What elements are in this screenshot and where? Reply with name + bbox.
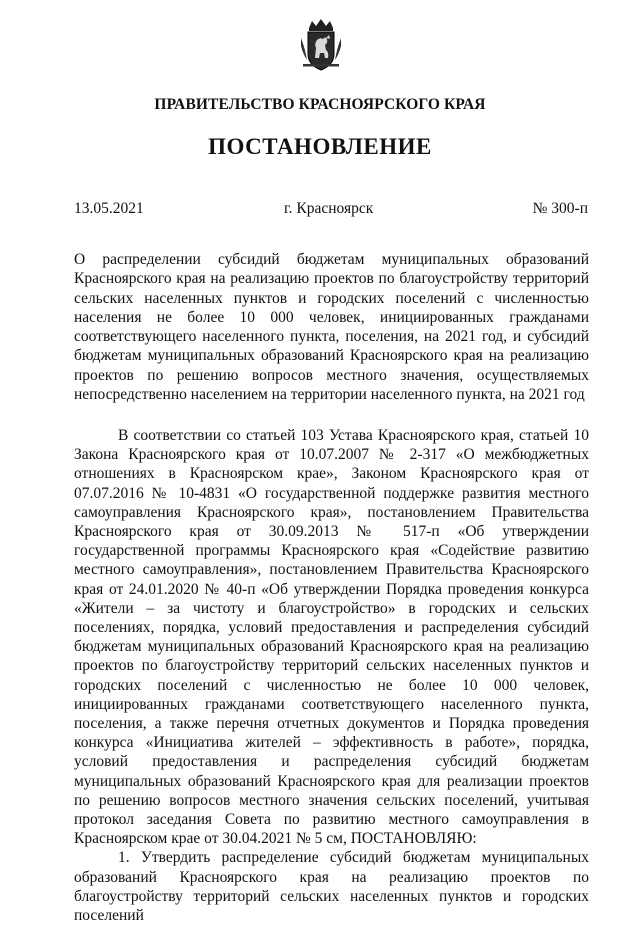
document-date: 13.05.2021 xyxy=(74,200,144,217)
document-type-heading: ПОСТАНОВЛЕНИЕ xyxy=(208,134,432,159)
document-body xyxy=(74,426,589,925)
document-number: № 300-п xyxy=(532,200,588,217)
government-title: ПРАВИТЕЛЬСТВО КРАСНОЯРСКОГО КРАЯ xyxy=(154,96,486,113)
document-city: г. Красноярск xyxy=(284,200,374,217)
document-subject-title: О распределении субсидий бюджетам муниципальных образований Красноярского края на реализацию проектов по благоустройству территорий сельских населенных пунктов и городских поселений с численностью населения не более 10 000 человек, инициированных гражданами соответствующего населенного пункта, поселения, на 2021 год, и субсидий бюджетам муниципальных образований Красноярского края на реализацию проектов по решению вопросов местного значения, осуществляемых непосредственно населением на территории населенного пункта, на 2021 год xyxy=(74,251,589,404)
body-paragraph-item-1: 1. Утвердить распределение субсидий бюджетам муниципальных образований Красноярского края на реализацию проектов по благоустройству территорий сельских населенных пунктов и городских поселений xyxy=(74,849,589,925)
body-paragraph-preamble: В соответствии со статьей 103 Устава Красноярского края, статьей 10 Закона Красноярского края от 10.07.2007 № 2-317 «О межбюджетных отношениях в Красноярском крае», Законом Красноярского края от 07.07.2016 № 10-4831 «О государственной поддержке развития местного самоуправления Красноярского края», постановлением Правительства Красноярского края от 30.09.2013 № 517-п «Об утверждении государственной программы Красноярского края «Содействие развитию местного самоуправления», постановлением Правительства Красноярского края от 24.01.2020 № 40-п «Об утверждении Порядка проведения конкурса «Жители – за чистоту и благоустройство» в городских и сельских поселениях, порядка, условий предоставления и распределения субсидий бюджетам муниципальных образований Красноярского края на реализацию проектов по благоустройству территорий сельских населенных пунктов и городских поселений с численностью не более 10 000 человек, инициированных гражданами соответствующего населенного пункта, поселения, а также перечня отчетных документов и Порядка проведения конкурса «Инициатива жителей – эффективность в работе», порядка, условий предоставления и распределения субсидий бюджетам муниципальных образований Красноярского края для реализации проектов по решению вопросов местного значения сельских поселений, учитывая протокол заседания Совета по развитию местного самоуправления в Красноярском крае от 30.04.2021 № 5 см, ПОСТАНОВЛЯЮ: xyxy=(74,427,589,848)
document-meta-row xyxy=(74,200,588,220)
coat-of-arms-icon xyxy=(299,18,343,72)
